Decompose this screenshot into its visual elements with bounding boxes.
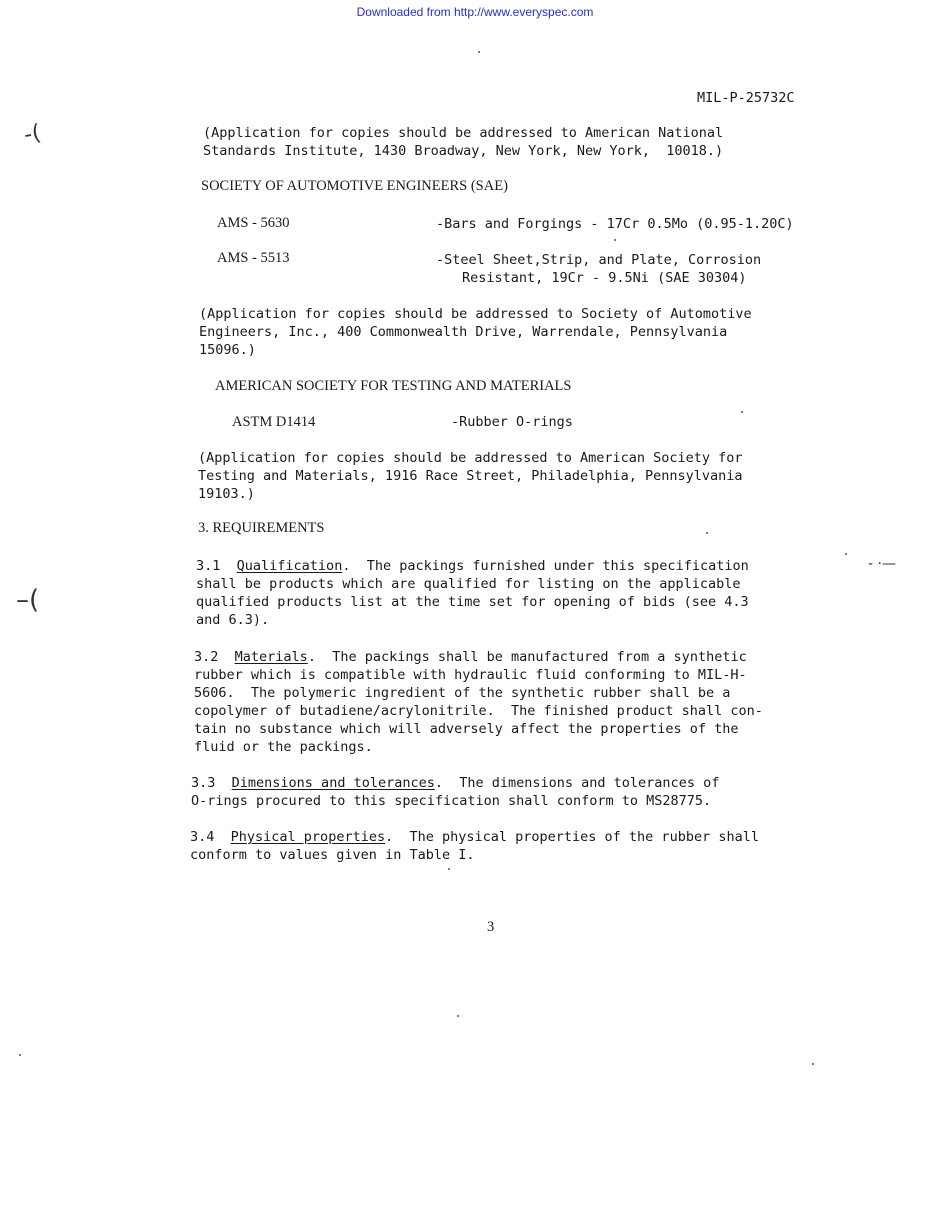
sae-note [199, 305, 752, 359]
section-line: . The packings furnished under this specification [342, 558, 749, 574]
astm-item-desc: -Rubber O-rings [451, 414, 573, 430]
section-line: tain no substance which will adversely affect the properties of the [194, 721, 739, 737]
astm-note [198, 449, 743, 503]
scan-artifact-mark: -( [19, 120, 43, 149]
scan-artifact-dot [614, 239, 616, 241]
section-3-4 [190, 828, 759, 864]
section-3-1 [196, 557, 749, 629]
section-line: copolymer of butadiene/acrylonitrile. The finished product shall con- [194, 703, 763, 719]
scan-artifact-dot [706, 532, 708, 534]
astm-heading: AMERICAN SOCIETY FOR TESTING AND MATERIALS [215, 378, 572, 394]
scan-artifact-dot [457, 1015, 459, 1017]
sae-heading: SOCIETY OF AUTOMOTIVE ENGINEERS (SAE) [201, 178, 508, 194]
desc-line: Resistant, 19Cr - 9.5Ni (SAE 30304) [462, 270, 747, 286]
section-line: fluid or the packings. [194, 739, 373, 755]
astm-item-code: ASTM D1414 [232, 414, 316, 430]
section-number: 3.3 [191, 775, 216, 791]
section-title: Materials [234, 649, 308, 665]
section-line: . The dimensions and tolerances of [434, 775, 720, 791]
page-number: 3 [487, 919, 495, 935]
section-number: 3.1 [196, 558, 221, 574]
scan-artifact-dot [812, 1063, 814, 1065]
note-line: Testing and Materials, 1916 Race Street, Philadelphia, Pennsylvania [198, 468, 743, 484]
scan-artifact-mark: –( [16, 585, 40, 615]
sae-item-desc [436, 215, 794, 233]
section-line: rubber which is compatible with hydraulic fluid conforming to MIL-H- [194, 667, 747, 683]
note-line: Standards Institute, 1430 Broadway, New York, New York, 10018.) [203, 143, 724, 159]
section-line: conform to values given in Table I. [190, 847, 475, 863]
section-line: . The packings shall be manufactured from a synthetic [307, 649, 747, 665]
requirements-heading: 3. REQUIREMENTS [198, 520, 325, 536]
scan-artifact-dot [19, 1054, 21, 1056]
section-3-2 [194, 648, 763, 756]
scan-artifact-dot [478, 51, 480, 53]
section-3-3 [191, 774, 719, 810]
sae-item-desc [436, 251, 761, 287]
section-title: Qualification [236, 558, 343, 574]
desc-line: -Steel Sheet,Strip, and Plate, Corrosion [436, 252, 762, 268]
note-line: 15096.) [199, 342, 256, 358]
section-line: O-rings procured to this specification shall conform to MS28775. [191, 793, 712, 809]
sae-item-code: AMS - 5630 [217, 215, 290, 231]
section-line: and 6.3). [196, 612, 270, 628]
section-title: Physical properties [230, 829, 386, 845]
download-source-link[interactable]: Downloaded from http://www.everyspec.com [356, 5, 594, 19]
section-line: qualified products list at the time set for opening of bids (see 4.3 [196, 594, 749, 610]
section-line: . The physical properties of the rubber shall [385, 829, 759, 845]
scan-artifact-dot [448, 868, 450, 870]
note-line: 19103.) [198, 486, 255, 502]
scan-artifact-dot [845, 553, 847, 555]
ansi-note [203, 124, 723, 160]
note-line: (Application for copies should be addressed to American National [203, 125, 724, 141]
section-line: 5606. The polymeric ingredient of the synthetic rubber shall be a [194, 685, 731, 701]
note-line: (Application for copies should be addressed to American Society for [198, 450, 743, 466]
sae-item-code: AMS - 5513 [217, 250, 290, 266]
note-line: Engineers, Inc., 400 Commonwealth Drive, Warrendale, Pennsylvania [199, 324, 728, 340]
section-line: shall be products which are qualified for listing on the applicable [196, 576, 741, 592]
section-number: 3.2 [194, 649, 219, 665]
document-id: MIL-P-25732C [697, 90, 795, 106]
section-number: 3.4 [190, 829, 215, 845]
note-line: (Application for copies should be addressed to Society of Automotive [199, 306, 752, 322]
section-title: Dimensions and tolerances [231, 775, 435, 791]
scan-artifact-dot [741, 411, 743, 413]
scan-artifact-mark: - ·— [868, 556, 896, 572]
desc-line: -Bars and Forgings - 17Cr 0.5Mo (0.95-1.20C) [436, 216, 794, 232]
